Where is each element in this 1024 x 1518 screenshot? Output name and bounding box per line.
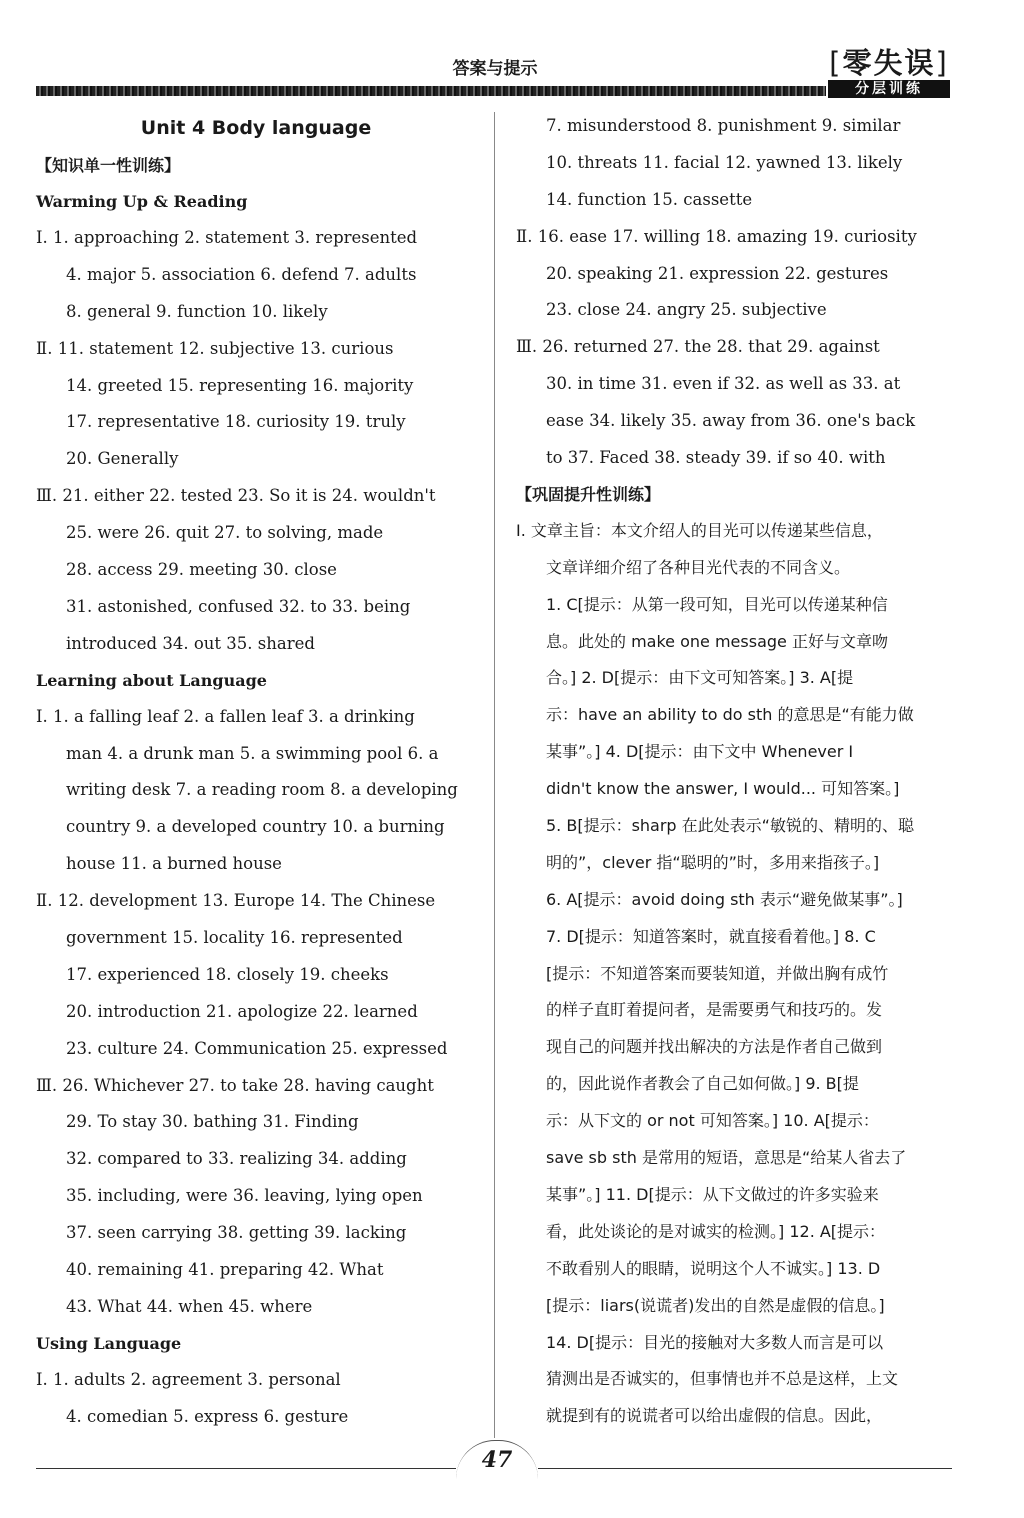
explanation-line: 1. C[提示：从第一段可知，目光可以传递某种信: [546, 594, 888, 614]
answer-line: 28. access 29. meeting 30. close: [66, 560, 337, 580]
left-column: [36, 108, 476, 1436]
answer-line: Ⅱ. 12. development 13. Europe 14. The Chinese: [36, 891, 436, 911]
explanation-line: 14. D[提示：目光的接触对大多数人而言是可以: [546, 1332, 884, 1352]
brand-subtitle: 分层训练: [828, 80, 950, 98]
answer-line: 20. introduction 21. apologize 22. learned: [66, 1001, 418, 1021]
section-heading: Using Language: [36, 1333, 182, 1353]
page-number: 47: [456, 1440, 538, 1479]
explanation-line: 合。] 2. D[提示：由下文可知答案。] 3. A[提: [546, 668, 854, 688]
answer-line: 17. representative 18. curiosity 19. truly: [66, 412, 406, 432]
explanation-line: 示：have an ability to do sth 的意思是“有能力做: [546, 705, 914, 725]
answer-line: introduced 34. out 35. shared: [66, 633, 315, 653]
explanation-line: 的样子直盯着提问者，是需要勇气和技巧的。发: [546, 1000, 883, 1020]
answer-line: Ⅲ. 26. Whichever 27. to take 28. having caught: [36, 1075, 434, 1095]
answer-line: Ⅰ. 1. a falling leaf 2. a fallen leaf 3. a drinking: [36, 706, 415, 726]
answer-line: 30. in time 31. even if 32. as well as 33. at: [546, 374, 901, 394]
answer-line: ease 34. likely 35. away from 36. one's back: [546, 411, 916, 431]
answer-line: Ⅱ. 16. ease 17. willing 18. amazing 19. curiosity: [516, 226, 917, 246]
answer-line: 31. astonished, confused 32. to 33. being: [66, 596, 411, 616]
answer-line: 4. major 5. association 6. defend 7. adults: [66, 264, 417, 284]
answer-line: government 15. locality 16. represented: [66, 928, 403, 948]
explanation-line: save sb sth 是常用的短语，意思是“给某人省去了: [546, 1148, 907, 1168]
answer-line: Ⅲ. 21. either 22. tested 23. So it is 24. wouldn't: [36, 486, 436, 506]
footer-rule-right: [538, 1468, 952, 1469]
answer-line: country 9. a developed country 10. a burning: [66, 817, 445, 837]
unit-title: Unit 4 Body language: [140, 117, 372, 139]
explanation-line: 猜测出是否诚实的，但事情也并不总是这样，上文: [546, 1369, 899, 1389]
explanation-line: 某事”。] 4. D[提示：由下文中 Whenever I: [546, 742, 854, 762]
section-heading: Learning about Language: [36, 670, 267, 690]
answer-line: 20. speaking 21. expression 22. gestures: [546, 263, 889, 283]
right-column: [516, 108, 956, 1435]
answer-line: 43. What 44. when 45. where: [66, 1296, 313, 1316]
answer-line: Ⅰ. 1. adults 2. agreement 3. personal: [36, 1369, 341, 1389]
section-heading: Warming Up & Reading: [36, 192, 248, 211]
explanation-line: 文章详细介绍了各种目光代表的不同含义。: [546, 557, 851, 577]
brand-name: [ 零失误 ]: [828, 46, 950, 80]
answer-line: man 4. a drunk man 5. a swimming pool 6. a: [66, 743, 439, 763]
answer-line: 7. misunderstood 8. punishment 9. similar: [546, 116, 901, 135]
explanation-line: didn't know the answer, I would... 可知答案。]: [546, 779, 900, 799]
brand-logo: [828, 46, 950, 98]
explanation-line: 不敢看别人的眼睛，说明这个人不诚实。] 13. D: [546, 1258, 881, 1278]
explanation-line: 就提到有的说谎者可以给出虚假的信息。因此，: [546, 1406, 883, 1426]
answer-line: 37. seen carrying 38. getting 39. lacking: [66, 1223, 407, 1243]
explanation-line: [提示：不知道答案而要装知道，并做出胸有成竹: [546, 963, 889, 983]
answer-line: 8. general 9. function 10. likely: [66, 301, 328, 321]
answer-line: 17. experienced 18. closely 19. cheeks: [66, 964, 389, 984]
answer-line: 25. were 26. quit 27. to solving, made: [66, 523, 384, 543]
answer-line: 4. comedian 5. express 6. gesture: [66, 1406, 349, 1426]
answer-line: writing desk 7. a reading room 8. a developing: [66, 780, 458, 800]
explanation-line: 某事”。] 11. D[提示：从下文做过的许多实验来: [546, 1184, 879, 1204]
answer-line: house 11. a burned house: [66, 854, 282, 874]
answer-line: Ⅱ. 11. statement 12. subjective 13. curious: [36, 338, 394, 358]
answer-line: 20. Generally: [66, 449, 179, 469]
explanation-line: 看，此处谈论的是对诚实的检测。] 12. A[提示：: [546, 1221, 886, 1241]
explanation-line: 7. D[提示：知道答案时，就直接看着他。] 8. C: [546, 926, 876, 946]
answer-line: 29. To stay 30. bathing 31. Finding: [66, 1112, 359, 1132]
answer-line: 14. function 15. cassette: [546, 189, 753, 209]
header-rule: [36, 86, 826, 96]
explanation-line: 明的”，clever 指“聪明的”时，多用来指孩子。]: [546, 852, 880, 872]
answer-line: 32. compared to 33. realizing 34. adding: [66, 1149, 407, 1169]
explanation-line: 息。此处的 make one message 正好与文章吻: [546, 631, 888, 651]
answer-line: 40. remaining 41. preparing 42. What: [66, 1260, 384, 1280]
column-divider: [494, 112, 495, 1438]
answer-line: to 37. Faced 38. steady 39. if so 40. with: [546, 448, 886, 468]
explanation-line: 示：从下文的 or not 可知答案。] 10. A[提示：: [546, 1111, 879, 1131]
answer-line: 10. threats 11. facial 12. yawned 13. likely: [546, 152, 903, 172]
explanation-line: 的，因此说作者教会了自己如何做。] 9. B[提: [546, 1074, 859, 1094]
explanation-line: 现自己的问题并找出解决的方法是作者自己做到: [546, 1037, 883, 1057]
footer-rule-left: [36, 1468, 456, 1469]
explanation-line: 6. A[提示：avoid doing sth 表示“避免做某事”。]: [546, 889, 903, 909]
answer-line: 23. culture 24. Communication 25. expressed: [66, 1038, 448, 1058]
explanation-line: 5. B[提示：sharp 在此处表示“敏锐的、精明的、聪: [546, 816, 914, 836]
answer-line: 23. close 24. angry 25. subjective: [546, 300, 827, 320]
answer-line: 14. greeted 15. representing 16. majority: [66, 375, 414, 395]
header-title: 答案与提示: [452, 59, 538, 79]
answer-line: Ⅰ. 1. approaching 2. statement 3. represented: [36, 228, 418, 247]
section-bracket-heading: 【知识单一性训练】: [36, 156, 181, 175]
answer-line: Ⅲ. 26. returned 27. the 28. that 29. against: [516, 337, 880, 357]
explanation-line: [提示：liars(说谎者)发出的自然是虚假的信息。]: [546, 1295, 885, 1315]
section-bracket-heading: 【巩固提升性训练】: [516, 484, 661, 504]
explanation-line: Ⅰ. 文章主旨：本文介绍人的目光可以传递某些信息，: [516, 520, 883, 540]
answer-line: 35. including, were 36. leaving, lying open: [66, 1186, 423, 1206]
